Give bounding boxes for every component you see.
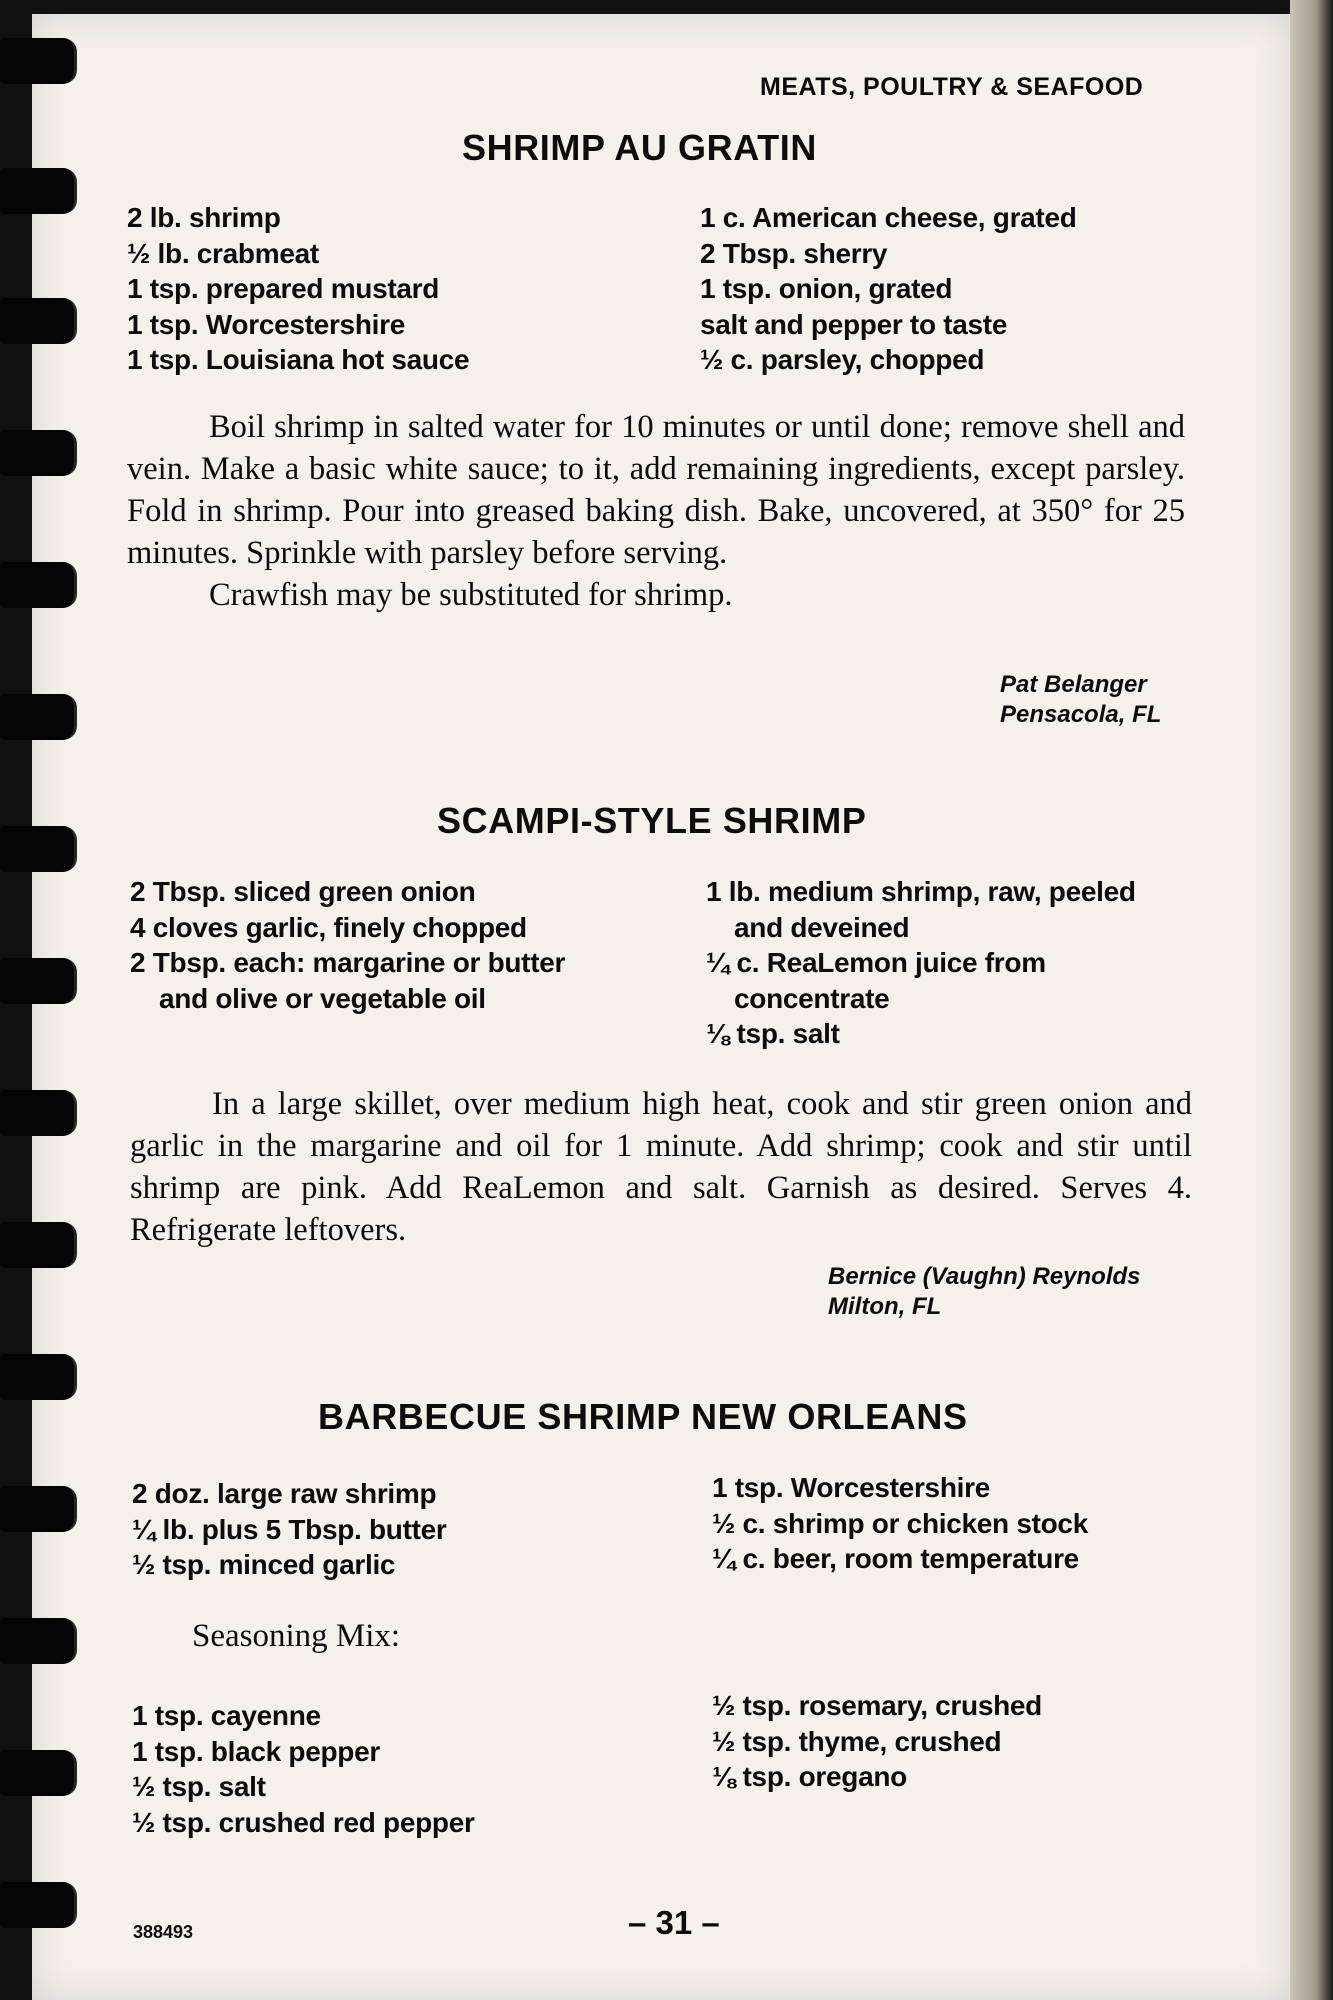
ingredient: concentrate <box>734 982 890 1014</box>
recipe-title: SHRIMP AU GRATIN <box>462 127 817 168</box>
ingredient: ½ tsp. thyme, crushed <box>712 1725 1002 1757</box>
seasoning-mix-heading: Seasoning Mix: <box>192 1618 401 1654</box>
directions-paragraph: Boil shrimp in salted water for 10 minutes or until done; remove shell and vein. Make a basic white sauce; to it, add remaining ingredients, except parsley. Fold in shrimp. Pour into greased baking dish. Bake, uncovered, at 350° for 25 minutes. Sprinkle with parsley before serving. <box>127 409 1185 571</box>
ingredient-list-right <box>706 874 1136 1052</box>
ingredient-list-right <box>712 1470 1088 1577</box>
ingredient: 2 Tbsp. each: margarine or butter <box>130 947 566 978</box>
recipe-directions <box>130 1083 1192 1251</box>
page-edge <box>1290 0 1333 2000</box>
ingredient: and deveined <box>734 911 910 943</box>
ingredient: ½ tsp. crushed red pepper <box>132 1806 475 1838</box>
page-number: – 31 – <box>628 1904 720 1941</box>
ingredient: 2 doz. large raw shrimp <box>132 1478 437 1509</box>
ingredient: 2 Tbsp. sherry <box>700 237 888 269</box>
credit-place: Pensacola, FL <box>1000 701 1162 728</box>
ingredient: ⅛ tsp. salt <box>706 1018 840 1049</box>
ingredient: 1 tsp. black pepper <box>132 1735 380 1767</box>
ingredient-list-left <box>127 200 469 378</box>
book-code: 388493 <box>133 1922 194 1942</box>
ingredient: 1 tsp. cayenne <box>132 1700 321 1731</box>
ingredient: 1 tsp. Louisiana hot sauce <box>127 344 470 375</box>
recipe-credit <box>828 1262 1141 1322</box>
recipe-credit <box>1000 670 1161 730</box>
credit-name: Bernice (Vaughn) Reynolds <box>828 1263 1141 1290</box>
ingredient: and olive or vegetable oil <box>159 982 486 1014</box>
ingredient: ¼ c. ReaLemon juice from <box>706 947 1046 978</box>
credit-name: Pat Belanger <box>1000 671 1147 698</box>
ingredient: 4 cloves garlic, finely chopped <box>130 911 527 943</box>
ingredient: ¼ c. beer, room temperature <box>712 1543 1079 1574</box>
recipe-title: BARBECUE SHRIMP NEW ORLEANS <box>318 1396 968 1437</box>
ingredient: 1 tsp. Worcestershire <box>712 1472 990 1503</box>
recipe-directions <box>127 406 1185 616</box>
ingredient: salt and pepper to taste <box>700 308 1008 340</box>
section-header: MEATS, POULTRY & SEAFOOD <box>760 73 1144 101</box>
recipe-title: SCAMPI-STYLE SHRIMP <box>437 800 867 841</box>
credit-place: Milton, FL <box>828 1293 942 1320</box>
ingredient: 1 tsp. Worcestershire <box>127 308 405 340</box>
ingredient: ½ c. parsley, chopped <box>700 344 985 375</box>
ingredient: ¼ lb. plus 5 Tbsp. butter <box>132 1513 447 1545</box>
ingredient-list-right <box>700 200 1077 378</box>
directions-note: Crawfish may be substituted for shrimp. <box>209 577 733 613</box>
ingredient-list-left <box>130 874 565 1016</box>
ingredient: ½ tsp. minced garlic <box>132 1549 396 1580</box>
ingredient: ½ tsp. rosemary, crushed <box>712 1690 1042 1721</box>
ingredient: 1 lb. medium shrimp, raw, peeled <box>706 876 1136 907</box>
ingredient: 2 lb. shrimp <box>127 202 281 233</box>
ingredient-list-left <box>132 1476 447 1583</box>
directions-paragraph: In a large skillet, over medium high heat, cook and stir green onion and garlic in the margarine and oil for 1 minute. Add shrimp; cook and stir until shrimp are pink. Add ReaLemon and salt. Garnish as desired. Serves 4. Refrigerate leftovers. <box>130 1086 1192 1248</box>
ingredient: 1 tsp. onion, grated <box>700 273 953 304</box>
ingredient: ½ lb. crabmeat <box>127 237 319 269</box>
ingredient: ⅛ tsp. oregano <box>712 1761 907 1792</box>
ingredient: ½ tsp. salt <box>132 1771 266 1802</box>
seasoning-list-right <box>712 1688 1042 1795</box>
ingredient: ½ c. shrimp or chicken stock <box>712 1507 1088 1539</box>
ingredient: 1 c. American cheese, grated <box>700 202 1077 233</box>
seasoning-list-left <box>132 1698 475 1840</box>
ingredient: 2 Tbsp. sliced green onion <box>130 876 476 907</box>
ingredient: 1 tsp. prepared mustard <box>127 273 440 304</box>
